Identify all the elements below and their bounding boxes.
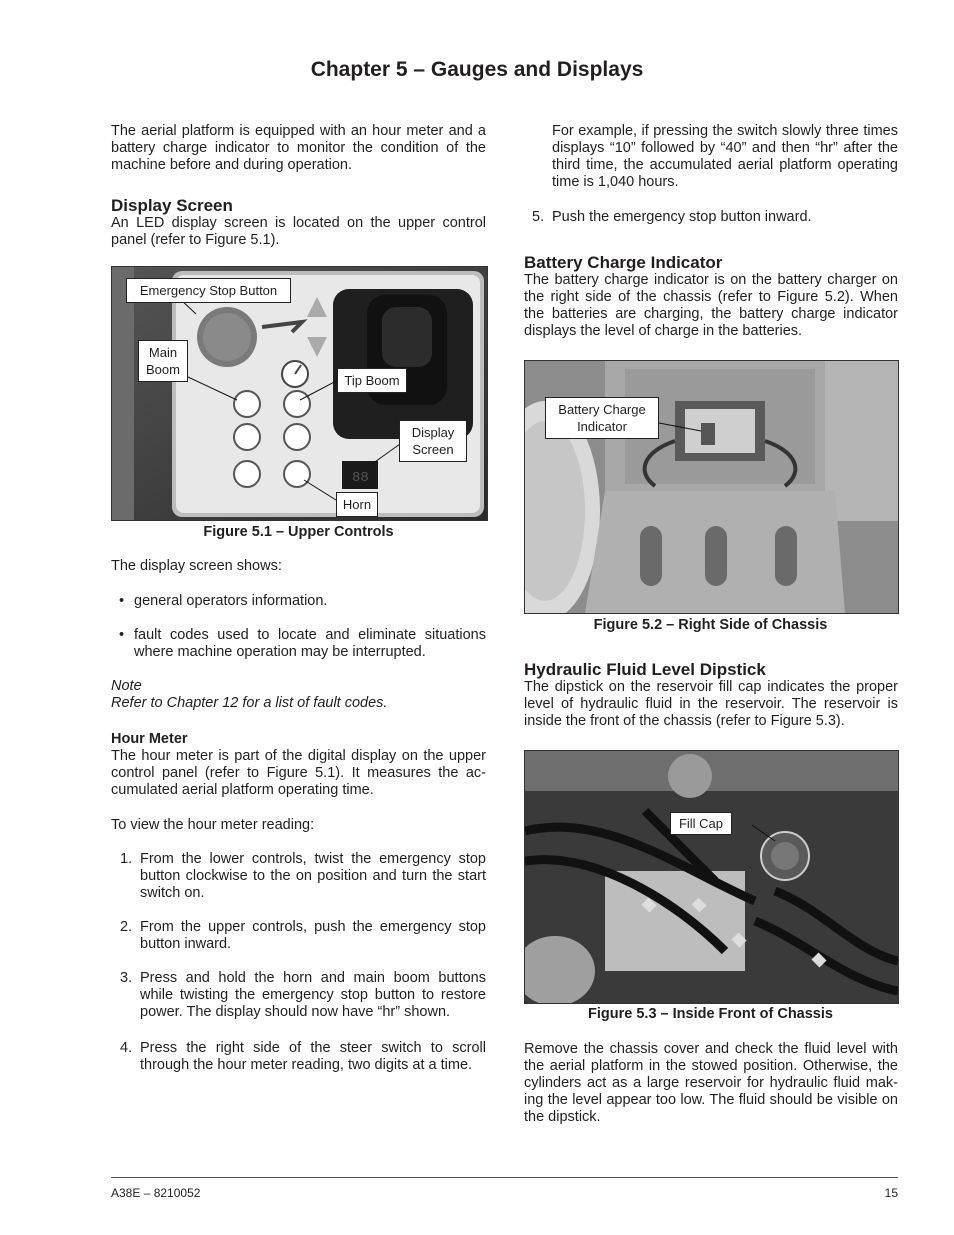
page-title: Chapter 5 – Gauges and Displays bbox=[310, 58, 644, 81]
main-boom-callout: Main Boom bbox=[138, 340, 188, 382]
step-4-text: Press the right side of the steer switch to scroll through the hour meter reading, two digits at a time. bbox=[140, 1040, 486, 1073]
step-5-number: 5. bbox=[532, 209, 545, 225]
step-2-text: From the upper controls, push the emergency stop button inward. bbox=[140, 919, 486, 952]
step-1-number: 1. bbox=[120, 851, 133, 867]
hydraulic-fluid-heading: Hydraulic Fluid Level Dipstick bbox=[524, 660, 766, 679]
hydraulic-fluid-text: The dipstick on the reservoir fill cap indicates the proper level of hydraulic fluid in the reservoir. The reservoir is inside the front of the chassis (refer to Figure 5.3). bbox=[524, 679, 898, 729]
battery-charge-heading: Battery Charge Indicator bbox=[524, 253, 723, 272]
bullet-item-2: fault codes used to locate and eliminate situations where machine operation may be interrupted. bbox=[134, 627, 486, 660]
upper-controls-photo bbox=[111, 266, 488, 521]
step-3-text: Press and hold the horn and main boom buttons while twisting the emergency stop button to restore power. The display should now have “hr” shown. bbox=[140, 970, 486, 1020]
view-hour-meter-text: To view the hour meter reading: bbox=[111, 817, 315, 833]
step-1-text: From the lower controls, twist the emergency stop button clockwise to the on position and turn the start switch on. bbox=[140, 851, 486, 901]
hour-meter-text: The hour meter is part of the digital display on the upper control panel (refer to Figure 5.1). It measures the ac-cumulated aerial platform operating time. bbox=[111, 748, 486, 798]
example-text: For example, if pressing the switch slowly three times displays “10” followed by “40” and then “hr” after the third time, the accumulated aerial platform operating time is 1,040 hours. bbox=[552, 123, 898, 190]
display-screen-text: An LED display screen is located on the upper control panel (refer to Figure 5.1). bbox=[111, 215, 486, 248]
bullet-item-1: general operators information. bbox=[134, 593, 328, 609]
bullet-marker: • bbox=[119, 593, 125, 609]
display-shows-text: The display screen shows: bbox=[111, 558, 282, 574]
figure-5-3-caption: Figure 5.3 – Inside Front of Chassis bbox=[588, 1006, 833, 1022]
remove-cover-text: Remove the chassis cover and check the fluid level with the aerial platform in the stowed position. Otherwise, the cylinders act as a large reservoir for hydraulic fluid mak-ing the level appear too low. The fluid should be visible on the dipstick. bbox=[524, 1041, 898, 1125]
right-side-chassis-photo bbox=[524, 360, 899, 614]
note-label: Note bbox=[111, 678, 142, 694]
footer-divider bbox=[111, 1177, 898, 1178]
display-screen-heading: Display Screen bbox=[111, 196, 233, 215]
tip-boom-callout: Tip Boom bbox=[337, 368, 407, 393]
battery-charge-text: The battery charge indicator is on the battery charger on the right side of the chassis (refer to Figure 5.2). When the batteries are charging, the battery charge indicator displays the level of charge in the batteries. bbox=[524, 272, 898, 339]
horn-callout: Horn bbox=[336, 492, 378, 517]
step-2-number: 2. bbox=[120, 919, 133, 935]
figure-5-1-caption: Figure 5.1 – Upper Controls bbox=[203, 524, 394, 540]
svg-text:88: 88 bbox=[352, 470, 369, 486]
footer-page-number: 15 bbox=[884, 1186, 898, 1200]
emergency-stop-callout: Emergency Stop Button bbox=[126, 278, 291, 303]
step-3-number: 3. bbox=[120, 970, 133, 986]
bullet-marker: • bbox=[119, 627, 125, 643]
footer-document-number: A38E – 8210052 bbox=[111, 1186, 201, 1200]
fill-cap-callout: Fill Cap bbox=[670, 812, 732, 835]
figure-5-2-caption: Figure 5.2 – Right Side of Chassis bbox=[593, 617, 828, 633]
intro-paragraph: The aerial platform is equipped with an hour meter and a battery charge indicator to monitor the condition of the machine before and during operation. bbox=[111, 123, 486, 173]
display-screen-callout: Display Screen bbox=[399, 420, 467, 462]
note-text: Refer to Chapter 12 for a list of fault codes. bbox=[111, 695, 388, 711]
step-4-number: 4. bbox=[120, 1040, 133, 1056]
inside-front-chassis-photo bbox=[524, 750, 899, 1004]
step-5-text: Push the emergency stop button inward. bbox=[552, 209, 812, 225]
battery-charge-indicator-callout: Battery Charge Indicator bbox=[545, 397, 659, 439]
hour-meter-heading: Hour Meter bbox=[111, 731, 188, 747]
